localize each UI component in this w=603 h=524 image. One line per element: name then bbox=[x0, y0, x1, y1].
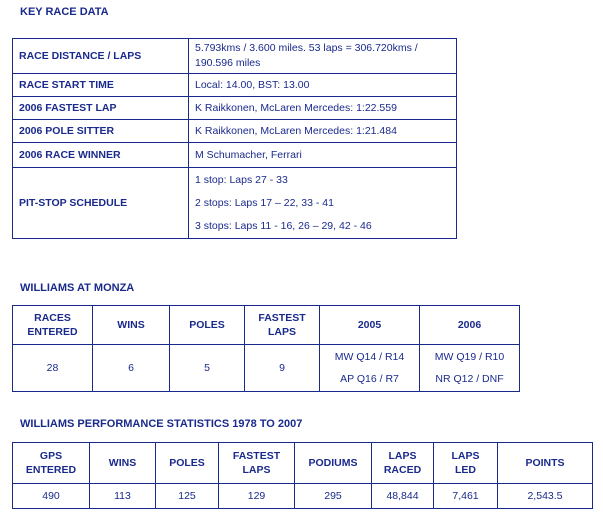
year-2005-value bbox=[320, 345, 420, 392]
key-race-data-table bbox=[12, 38, 457, 239]
header-2005: 2005 bbox=[320, 306, 420, 345]
header-poles: POLES bbox=[156, 443, 219, 484]
laps-raced-value: 48,844 bbox=[372, 484, 434, 509]
header-fastest-laps: FASTEST LAPS bbox=[245, 306, 320, 345]
header-wins: WINS bbox=[93, 306, 170, 345]
year-2006-line-1: MW Q19 / R10 bbox=[434, 351, 505, 363]
wins-value: 6 bbox=[93, 345, 170, 392]
fastest-laps-value: 9 bbox=[245, 345, 320, 392]
pit-stop-label: PIT-STOP SCHEDULE bbox=[13, 168, 189, 239]
gps-entered-value: 490 bbox=[13, 484, 90, 509]
header-podiums: PODIUMS bbox=[295, 443, 372, 484]
header-laps-led: LAPS LED bbox=[434, 443, 498, 484]
poles-value: 125 bbox=[156, 484, 219, 509]
performance-stats-heading: WILLIAMS PERFORMANCE STATISTICS 1978 TO 2007 bbox=[20, 418, 303, 430]
year-2006-line-2: NR Q12 / DNF bbox=[435, 373, 504, 385]
fastest-lap-value: K Raikkonen, McLaren Mercedes: 1:22.559 bbox=[189, 97, 457, 120]
pole-sitter-value: K Raikkonen, McLaren Mercedes: 1:21.484 bbox=[189, 120, 457, 143]
header-wins: WINS bbox=[90, 443, 156, 484]
header-laps-raced: LAPS RACED bbox=[372, 443, 434, 484]
points-value: 2,543.5 bbox=[498, 484, 593, 509]
race-start-time-value: Local: 14.00, BST: 13.00 bbox=[189, 74, 457, 97]
poles-value: 5 bbox=[170, 345, 245, 392]
header-points: POINTS bbox=[498, 443, 593, 484]
table-row bbox=[13, 120, 457, 143]
pit-stop-1: 1 stop: Laps 27 - 33 bbox=[195, 173, 288, 186]
williams-at-monza-heading: WILLIAMS AT MONZA bbox=[20, 282, 135, 294]
race-distance-value: 5.793kms / 3.600 miles. 53 laps = 306.720kms / 190.596 miles bbox=[189, 39, 457, 74]
header-races-entered: RACES ENTERED bbox=[13, 306, 93, 345]
fastest-lap-label: 2006 FASTEST LAP bbox=[13, 97, 189, 120]
wins-value: 113 bbox=[90, 484, 156, 509]
year-2005-line-2: AP Q16 / R7 bbox=[340, 373, 399, 385]
races-entered-value: 28 bbox=[13, 345, 93, 392]
race-winner-value: M Schumacher, Ferrari bbox=[189, 143, 457, 168]
williams-at-monza-table bbox=[12, 305, 520, 392]
table-row bbox=[13, 168, 457, 239]
key-race-data-heading: KEY RACE DATA bbox=[20, 6, 109, 18]
year-2006-value bbox=[420, 345, 520, 392]
table-header-row bbox=[13, 443, 593, 484]
header-2006: 2006 bbox=[420, 306, 520, 345]
header-fastest-laps: FASTEST LAPS bbox=[219, 443, 295, 484]
pit-stop-2: 2 stops: Laps 17 – 22, 33 - 41 bbox=[195, 196, 334, 209]
table-row bbox=[13, 39, 457, 74]
pit-stop-3: 3 stops: Laps 11 - 16, 26 – 29, 42 - 46 bbox=[195, 219, 372, 232]
table-row bbox=[13, 143, 457, 168]
podiums-value: 295 bbox=[295, 484, 372, 509]
header-poles: POLES bbox=[170, 306, 245, 345]
table-header-row bbox=[13, 306, 520, 345]
table-row bbox=[13, 97, 457, 120]
pole-sitter-label: 2006 POLE SITTER bbox=[13, 120, 189, 143]
header-gps-entered: GPS ENTERED bbox=[13, 443, 90, 484]
table-row bbox=[13, 345, 520, 392]
table-row bbox=[13, 484, 593, 509]
race-start-time-label: RACE START TIME bbox=[13, 74, 189, 97]
performance-stats-table bbox=[12, 442, 593, 509]
pit-stop-value bbox=[189, 168, 457, 239]
fastest-laps-value: 129 bbox=[219, 484, 295, 509]
table-row bbox=[13, 74, 457, 97]
race-distance-label: RACE DISTANCE / LAPS bbox=[13, 39, 189, 74]
race-winner-label: 2006 RACE WINNER bbox=[13, 143, 189, 168]
year-2005-line-1: MW Q14 / R14 bbox=[334, 351, 405, 363]
laps-led-value: 7,461 bbox=[434, 484, 498, 509]
